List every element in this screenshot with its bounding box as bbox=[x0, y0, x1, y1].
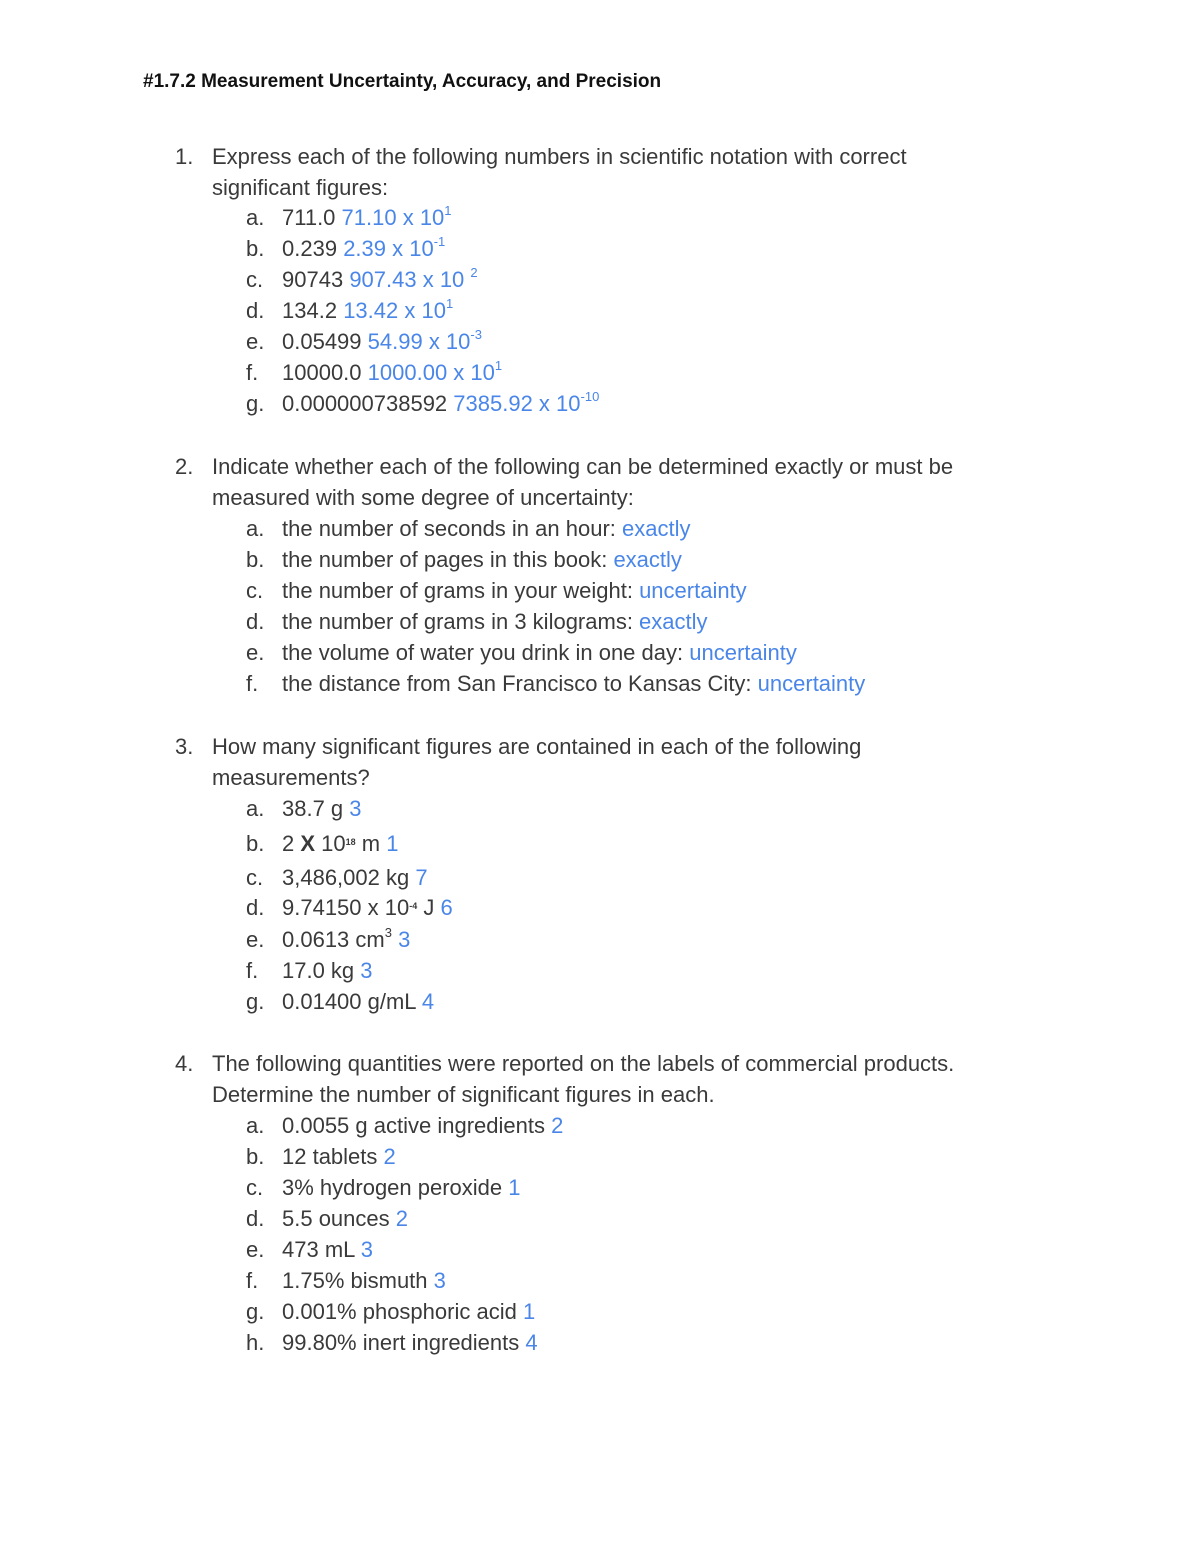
item-letter: f. bbox=[246, 360, 259, 385]
item-letter: e. bbox=[246, 927, 265, 952]
question-1-item-e bbox=[0, 326, 1200, 357]
item-text: J bbox=[417, 895, 441, 920]
exponent: -3 bbox=[470, 327, 482, 342]
item-letter: c. bbox=[246, 578, 264, 603]
question-4-item-h bbox=[0, 1327, 1200, 1358]
item-content bbox=[282, 1110, 563, 1141]
question-2-number: 2. bbox=[175, 454, 194, 479]
question-1-item-a bbox=[0, 202, 1200, 233]
item-letter: a. bbox=[246, 205, 265, 230]
item-answer: 3 bbox=[349, 796, 362, 821]
item-text: 17.0 kg bbox=[282, 958, 361, 983]
exponent: 2 bbox=[470, 265, 478, 280]
item-answer: uncertainty bbox=[639, 578, 747, 603]
question-3-number: 3. bbox=[175, 734, 194, 759]
item-content bbox=[282, 544, 682, 575]
item-text: 711.0 bbox=[282, 205, 336, 230]
item-text: the volume of water you drink in one day: bbox=[282, 640, 690, 665]
question-3-text bbox=[212, 731, 1032, 793]
item-answer: 2 bbox=[383, 1144, 396, 1169]
question-4-line-2: Determine the number of significant figures in each. bbox=[212, 1082, 715, 1107]
item-answer: 2 bbox=[551, 1113, 564, 1138]
item-text: 0.001% phosphoric acid bbox=[282, 1299, 523, 1324]
question-4-item-b bbox=[0, 1141, 1200, 1172]
exponent: -1 bbox=[433, 234, 446, 249]
item-answer: 6 bbox=[440, 895, 453, 920]
item-text: 38.7 g bbox=[282, 796, 350, 821]
question-2-item-a bbox=[0, 513, 1200, 544]
question-2-line-2: measured with some degree of uncertainty: bbox=[212, 485, 634, 510]
item-letter: g. bbox=[246, 391, 265, 416]
item-content bbox=[282, 606, 708, 637]
item-text: 9.74150 x 10 bbox=[282, 895, 410, 920]
item-text: m bbox=[355, 831, 387, 856]
item-text: the number of grams in 3 kilograms: bbox=[282, 609, 640, 634]
answer-mantissa: 1000.00 x 10 bbox=[367, 360, 495, 385]
question-4-item-f bbox=[0, 1265, 1200, 1296]
item-letter: e. bbox=[246, 329, 265, 354]
item-text: 473 mL bbox=[282, 1237, 361, 1262]
answer-mantissa: 2.39 x 10 bbox=[343, 236, 434, 261]
question-2-item-e bbox=[0, 637, 1200, 668]
question-1-text bbox=[212, 141, 1032, 203]
item-content bbox=[282, 202, 452, 236]
item-text: 5.5 ounces bbox=[282, 1206, 396, 1231]
item-letter: b. bbox=[246, 547, 265, 572]
question-3-line-1: How many significant figures are contained in each of the following bbox=[212, 734, 862, 759]
question-1-line-1: Express each of the following numbers in scientific notation with correct bbox=[212, 144, 907, 169]
item-answer: 4 bbox=[421, 989, 435, 1014]
item-letter: a. bbox=[246, 516, 265, 541]
item-content bbox=[282, 637, 797, 668]
item-answer bbox=[343, 298, 453, 323]
item-content bbox=[282, 326, 482, 360]
item-letter: c. bbox=[246, 267, 264, 292]
item-letter: c. bbox=[246, 865, 264, 890]
question-4-item-e bbox=[0, 1234, 1200, 1265]
item-answer: 1 bbox=[508, 1175, 521, 1200]
item-answer: uncertainty bbox=[689, 640, 797, 665]
exponent: 3 bbox=[384, 925, 392, 940]
item-text: the number of seconds in an hour: bbox=[282, 516, 622, 541]
answer-mantissa: 54.99 x 10 bbox=[367, 329, 471, 354]
question-1-line-2: significant figures: bbox=[212, 175, 389, 200]
item-content bbox=[282, 668, 865, 699]
question-3-item-f bbox=[0, 955, 1200, 986]
item-content bbox=[282, 233, 445, 267]
item-text: 0.05499 bbox=[282, 329, 362, 354]
question-4-number: 4. bbox=[175, 1051, 194, 1076]
item-answer: uncertainty bbox=[757, 671, 866, 696]
item-text: the distance from San Francisco to Kansas City: bbox=[282, 671, 758, 696]
item-letter: b. bbox=[246, 831, 265, 856]
item-letter: c. bbox=[246, 1175, 264, 1200]
item-text: 0.239 bbox=[282, 236, 338, 261]
item-content bbox=[282, 357, 502, 391]
exponent: -4 bbox=[409, 901, 418, 911]
item-answer bbox=[349, 267, 477, 292]
item-text: 0.0613 cm bbox=[282, 927, 385, 952]
exponent: 18 bbox=[345, 837, 356, 847]
question-3-item-e bbox=[0, 924, 1200, 955]
question-3-item-d bbox=[0, 892, 1200, 923]
item-content bbox=[282, 1203, 408, 1234]
item-answer bbox=[453, 391, 599, 416]
question-1-item-c bbox=[0, 264, 1200, 295]
item-letter: a. bbox=[246, 1113, 265, 1138]
question-4-line-1: The following quantities were reported on the labels of commercial products. bbox=[212, 1051, 955, 1076]
item-letter: d. bbox=[246, 895, 265, 920]
question-2-item-f bbox=[0, 668, 1200, 699]
question-1-item-d bbox=[0, 295, 1200, 326]
item-answer: 3 bbox=[360, 958, 373, 983]
item-text: 90743 bbox=[282, 267, 344, 292]
question-2-text bbox=[212, 451, 1032, 513]
item-answer: 3 bbox=[433, 1268, 446, 1293]
question-1-item-f bbox=[0, 357, 1200, 388]
question-4-item-c bbox=[0, 1172, 1200, 1203]
item-letter: f. bbox=[246, 958, 259, 983]
item-content bbox=[282, 1234, 373, 1265]
question-2-item-d bbox=[0, 606, 1200, 637]
item-text: 3% hydrogen peroxide bbox=[282, 1175, 509, 1200]
item-text: 3,486,002 kg bbox=[282, 865, 416, 890]
question-4-item-d bbox=[0, 1203, 1200, 1234]
question-1-item-g bbox=[0, 388, 1200, 419]
times-symbol: X bbox=[300, 831, 316, 856]
item-answer: exactly bbox=[639, 609, 708, 634]
item-letter: g. bbox=[246, 989, 265, 1014]
item-answer bbox=[368, 329, 482, 354]
item-answer: 4 bbox=[525, 1330, 538, 1355]
item-letter: d. bbox=[246, 298, 265, 323]
item-text: 0.0055 g active ingredients bbox=[282, 1113, 552, 1138]
question-3-item-c bbox=[0, 862, 1200, 893]
question-3-item-g bbox=[0, 986, 1200, 1017]
exponent: 1 bbox=[444, 203, 452, 218]
item-content bbox=[282, 1265, 446, 1296]
answer-mantissa: 13.42 x 10 bbox=[343, 298, 446, 323]
item-letter: d. bbox=[246, 1206, 265, 1231]
item-text: 2 bbox=[282, 831, 301, 856]
item-content bbox=[282, 575, 747, 606]
item-letter: b. bbox=[246, 1144, 265, 1169]
question-2-item-b bbox=[0, 544, 1200, 575]
item-text: the number of grams in your weight: bbox=[282, 578, 640, 603]
item-text: 134.2 bbox=[282, 298, 338, 323]
item-text: 10 bbox=[315, 831, 346, 856]
item-content bbox=[282, 1296, 535, 1327]
question-3-item-a bbox=[0, 793, 1200, 824]
exponent: -10 bbox=[580, 389, 600, 404]
question-2-item-c bbox=[0, 575, 1200, 606]
item-answer: 2 bbox=[395, 1206, 408, 1231]
question-4-text bbox=[212, 1048, 1032, 1110]
item-text: 0.000000738592 bbox=[282, 391, 448, 416]
item-content bbox=[282, 295, 453, 329]
item-letter: g. bbox=[246, 1299, 265, 1324]
question-4-item-g bbox=[0, 1296, 1200, 1327]
item-content bbox=[282, 388, 599, 422]
item-text: 12 tablets bbox=[282, 1144, 384, 1169]
item-answer: 7 bbox=[415, 865, 428, 890]
item-text: the number of pages in this book: bbox=[282, 547, 614, 572]
exponent: 1 bbox=[494, 358, 503, 373]
item-letter: f. bbox=[246, 671, 259, 696]
question-4-item-a bbox=[0, 1110, 1200, 1141]
answer-mantissa: 907.43 x 10 bbox=[349, 267, 471, 292]
item-answer: exactly bbox=[613, 547, 682, 572]
item-answer: exactly bbox=[622, 516, 691, 541]
item-text: 99.80% inert ingredients bbox=[282, 1330, 526, 1355]
question-1-number: 1. bbox=[175, 144, 194, 169]
item-answer: 3 bbox=[360, 1237, 373, 1262]
question-2-line-1: Indicate whether each of the following can be determined exactly or must be bbox=[212, 454, 954, 479]
item-text: 10000.0 bbox=[282, 360, 362, 385]
item-answer: 1 bbox=[522, 1299, 536, 1324]
item-answer bbox=[343, 236, 445, 261]
item-content bbox=[282, 264, 478, 298]
question-3-item-b bbox=[0, 828, 1200, 859]
item-answer: 3 bbox=[398, 927, 411, 952]
exponent: 1 bbox=[445, 296, 454, 311]
item-answer: 1 bbox=[386, 831, 399, 856]
item-answer bbox=[368, 360, 502, 385]
item-letter: h. bbox=[246, 1330, 265, 1355]
item-content bbox=[282, 1141, 396, 1172]
item-letter: d. bbox=[246, 609, 265, 634]
answer-mantissa: 7385.92 x 10 bbox=[453, 391, 581, 416]
item-content bbox=[282, 1327, 538, 1358]
item-letter: e. bbox=[246, 1237, 265, 1262]
item-letter: a. bbox=[246, 796, 265, 821]
question-3-line-2: measurements? bbox=[212, 765, 370, 790]
item-letter: e. bbox=[246, 640, 265, 665]
item-letter: f. bbox=[246, 1268, 259, 1293]
item-content bbox=[282, 1172, 521, 1203]
question-1-item-b bbox=[0, 233, 1200, 264]
item-letter: b. bbox=[246, 236, 265, 261]
item-content bbox=[282, 513, 690, 544]
item-text: 0.01400 g/mL bbox=[282, 989, 422, 1014]
answer-mantissa: 71.10 x 10 bbox=[341, 205, 445, 230]
item-answer bbox=[342, 205, 452, 230]
item-text: 1.75% bismuth bbox=[282, 1268, 434, 1293]
page-title: #1.7.2 Measurement Uncertainty, Accuracy, and Precision bbox=[143, 71, 662, 92]
